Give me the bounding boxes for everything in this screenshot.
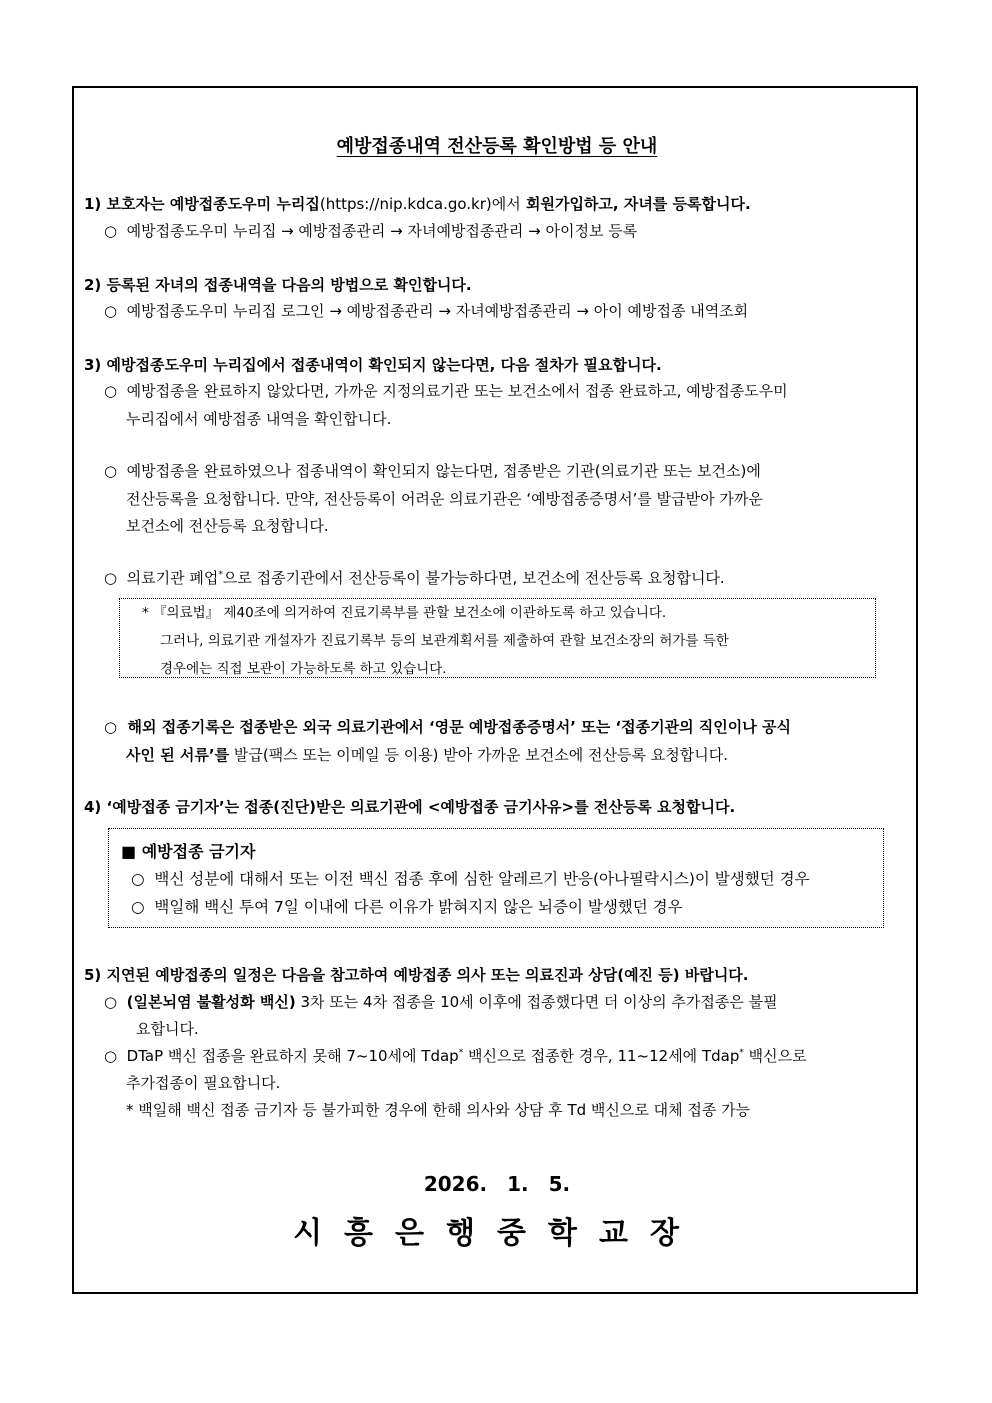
section-5-bullet-2: ○ DTaP 백신 접종을 완료하지 못해 7~10세에 Tdap* 백신으로 접종한 경우, 11~12세에 Tdap* 백신으로 xyxy=(104,1047,807,1065)
section-3-bullet-1: ○ 예방접종을 완료하지 않았다면, 가까운 지정의료기관 또는 보건소에서 접종 완료하고, 예방접종도우미 xyxy=(104,382,788,400)
section-2-heading: 2) 등록된 자녀의 접종내역을 다음의 방법으로 확인합니다. xyxy=(84,276,472,294)
section-5-bullet-1: ○ (일본뇌염 불활성화 백신) 3차 또는 4차 접종을 10세 이후에 접종했다면 더 이상의 추가접종은 불필 xyxy=(104,993,778,1011)
section-3-bullet-1-cont: 누리집에서 예방접종 내역을 확인합니다. xyxy=(126,410,392,428)
section-1-item: ○ 예방접종도우미 누리집 → 예방접종관리 → 자녀예방접종관리 → 아이정보 등록 xyxy=(104,222,638,240)
notice-date: 2026. 1. 5. xyxy=(423,1172,571,1196)
section-1-heading: 1) 보호자는 예방접종도우미 누리집(https://nip.kdca.go.kr)에서 회원가입하고, 자녀를 등록합니다. xyxy=(84,195,751,213)
section-3-bullet-2-cont-2: 보건소에 전산등록 요청합니다. xyxy=(126,517,329,535)
notice-title: 예방접종내역 전산등록 확인방법 등 안내 xyxy=(336,136,658,157)
square-marker-icon: ■ xyxy=(121,842,137,861)
section-5-bullet-2-cont: 추가접종이 필요합니다. xyxy=(126,1074,281,1092)
school-principal: 시흥은행중학교장 xyxy=(293,1216,701,1251)
section-3-bullet-2-cont-1: 전산등록을 요청합니다. 만약, 전산등록이 어려운 의료기관은 ‘예방접종증명서’를 발급받아 가까운 xyxy=(126,490,763,508)
contraindication-item-1: ○ 백신 성분에 대해서 또는 이전 백신 접종 후에 심한 알레르기 반응(아나필락시스)이 발생했던 경우 xyxy=(131,870,810,888)
section-3-heading: 3) 예방접종도우미 누리집에서 접종내역이 확인되지 않는다면, 다음 절차가 필요합니다. xyxy=(84,356,662,374)
section-5-note: * 백일해 백신 접종 금기자 등 불가피한 경우에 한해 의사와 상담 후 Td 백신으로 대체 접종 가능 xyxy=(126,1101,751,1119)
section-2-item: ○ 예방접종도우미 누리집 로그인 → 예방접종관리 → 자녀예방접종관리 → 아이 예방접종 내역조회 xyxy=(104,302,749,320)
section-3-bullet-3: ○ 의료기관 폐업*으로 접종기관에서 전산등록이 불가능하다면, 보건소에 전산등록 요청합니다. xyxy=(104,569,725,587)
contraindication-box-title: ■ 예방접종 금기자 xyxy=(121,842,256,861)
footnote-line-3: 경우에는 직접 보관이 가능하도록 하고 있습니다. xyxy=(160,661,447,677)
footnote-line-1: * 『의료법』 제40조에 의거하여 진료기록부를 관할 보건소에 이관하도록 하고 있습니다. xyxy=(142,605,667,621)
section-4-heading: 4) ‘예방접종 금기자’는 접종(진단)받은 의료기관에 <예방접종 금기사유>를 전산등록 요청합니다. xyxy=(84,798,736,816)
section-5-heading: 5) 지연된 예방접종의 일정은 다음을 참고하여 예방접종 의사 또는 의료진과 상담(예진 등) 바랍니다. xyxy=(84,966,749,984)
footnote-box xyxy=(119,598,876,678)
section-3-bullet-4-cont: 사인 된 서류’를 발급(팩스 또는 이메일 등 이용) 받아 가까운 보건소에 전산등록 요청합니다. xyxy=(126,746,728,764)
footnote-line-2: 그러나, 의료기관 개설자가 진료기록부 등의 보관계획서를 제출하여 관할 보건소장의 허가를 득한 xyxy=(160,633,729,649)
section-5-bullet-1-cont: 요합니다. xyxy=(136,1020,199,1038)
contraindication-box xyxy=(108,828,884,928)
contraindication-item-2: ○ 백일해 백신 투여 7일 이내에 다른 이유가 밝혀지지 않은 뇌증이 발생했던 경우 xyxy=(131,898,683,916)
section-3-bullet-2: ○ 예방접종을 완료하였으나 접종내역이 확인되지 않는다면, 접종받은 기관(의료기관 또는 보건소)에 xyxy=(104,462,761,480)
notice-frame xyxy=(72,86,918,1294)
section-3-bullet-4: ○ 해외 접종기록은 접종받은 외국 의료기관에서 ‘영문 예방접종증명서’ 또는 ‘접종기관의 직인이나 공식 xyxy=(104,718,791,736)
